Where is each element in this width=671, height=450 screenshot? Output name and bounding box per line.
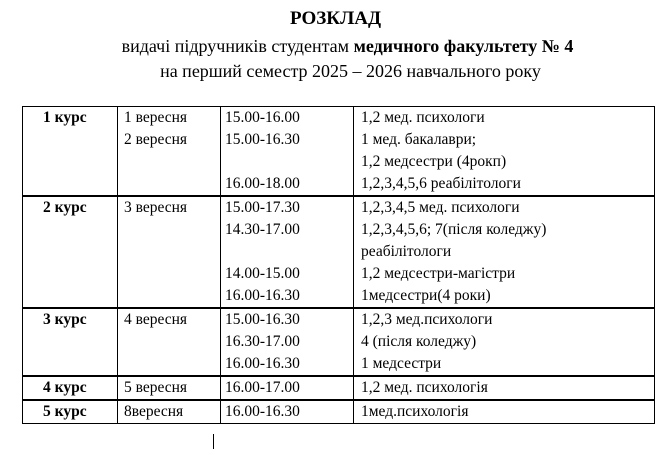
group-cell-line: 1,2 медсестри-магістри: [361, 265, 516, 282]
group-cell-line: 1,2,3 мед.психологи: [361, 311, 493, 328]
group-cell: [354, 308, 655, 376]
group-cell-line: 1,2 мед. психологи: [361, 109, 485, 126]
time-cell-line: 14.00-15.00: [225, 265, 300, 282]
course-label: 1 курс: [43, 109, 87, 126]
table-row: [23, 400, 655, 424]
subtitle-line-2: на перший семестр 2025 – 2026 навчального року: [160, 61, 541, 81]
date-cell: [118, 196, 221, 308]
group-cell-line: 1,2 мед. психологія: [361, 379, 488, 396]
time-cell-line: 16.00-16.30: [225, 403, 300, 420]
time-cell-line: 15.00-16.30: [225, 311, 300, 328]
schedule-table: [22, 106, 655, 424]
date-cell-line: [124, 353, 220, 375]
group-cell: [354, 376, 655, 400]
time-cell: [221, 107, 354, 197]
date-cell: [118, 400, 221, 424]
document-title: РОЗКЛАД: [289, 8, 382, 29]
course-cell: [23, 376, 118, 400]
group-cell-line: 4 (після коледжу): [361, 333, 477, 350]
group-cell-line: 1,2 медсестри (4рокп): [361, 153, 507, 170]
date-cell-line: 5 вересня: [124, 379, 188, 396]
time-cell: [221, 400, 354, 424]
date-cell-line: [124, 331, 220, 353]
date-cell-line: [124, 241, 220, 263]
course-cell: [23, 107, 118, 197]
table-row: [23, 107, 655, 197]
time-cell-line: 16.00-17.00: [225, 379, 300, 396]
course-label: 3 курс: [43, 311, 87, 328]
date-cell: [118, 308, 221, 376]
subtitle-prefix: видачі підручників студентам: [121, 36, 354, 56]
course-cell: [23, 308, 118, 376]
group-cell-line: 1,2,3,4,5 мед. психологи: [361, 199, 520, 216]
group-cell: [354, 107, 655, 197]
course-cell: [23, 400, 118, 424]
text-cursor: [213, 434, 214, 449]
group-cell-line: 1 медсестри: [361, 355, 442, 372]
time-cell-line: [225, 241, 353, 263]
subtitle-faculty: медичного факультету № 4: [353, 36, 574, 56]
date-cell: [118, 376, 221, 400]
group-cell-line: 1,2,3,4,5,6; 7(після коледжу): [361, 221, 547, 238]
date-cell-line: [124, 263, 220, 285]
time-cell-line: 15.00-17.30: [225, 199, 300, 216]
date-cell-line: 8вересня: [124, 403, 184, 420]
group-cell-line: 1медсестри(4 роки): [361, 287, 491, 304]
time-cell-line: 16.00-16.30: [225, 287, 300, 304]
course-label: 5 курс: [43, 403, 87, 420]
date-cell: [118, 107, 221, 197]
time-cell: [221, 376, 354, 400]
time-cell-line: 16.00-18.00: [225, 175, 300, 192]
date-cell-line: [124, 219, 220, 241]
time-cell-line: [225, 151, 353, 173]
group-cell: [354, 400, 655, 424]
course-label: 2 курс: [43, 199, 87, 216]
time-cell: [221, 196, 354, 308]
date-cell-line: [124, 173, 220, 195]
group-cell-line: 1 мед. бакалаври;: [361, 131, 477, 148]
time-cell-line: 15.00-16.30: [225, 131, 300, 148]
date-cell-line: 4 вересня: [124, 311, 188, 328]
date-cell-line: [124, 151, 220, 173]
time-cell-line: 16.00-16.30: [225, 355, 300, 372]
date-cell-line: 1 вересня: [124, 109, 188, 126]
course-cell: [23, 196, 118, 308]
group-cell-line: реабілітологи: [361, 243, 452, 260]
group-cell-line: 1,2,3,4,5,6 реабілітологи: [361, 175, 521, 192]
time-cell-line: 16.30-17.00: [225, 333, 300, 350]
date-cell-line: 3 вересня: [124, 199, 188, 216]
group-cell-line: 1мед.психологія: [361, 403, 469, 420]
group-cell: [354, 196, 655, 308]
course-label: 4 курс: [43, 379, 87, 396]
table-row: [23, 196, 655, 308]
date-cell-line: 2 вересня: [124, 131, 188, 148]
time-cell-line: 14.30-17.00: [225, 221, 300, 238]
time-cell-line: 15.00-16.00: [225, 109, 300, 126]
table-row: [23, 376, 655, 400]
date-cell-line: [124, 285, 220, 307]
table-row: [23, 308, 655, 376]
time-cell: [221, 308, 354, 376]
subtitle-line-1: [12, 35, 671, 58]
